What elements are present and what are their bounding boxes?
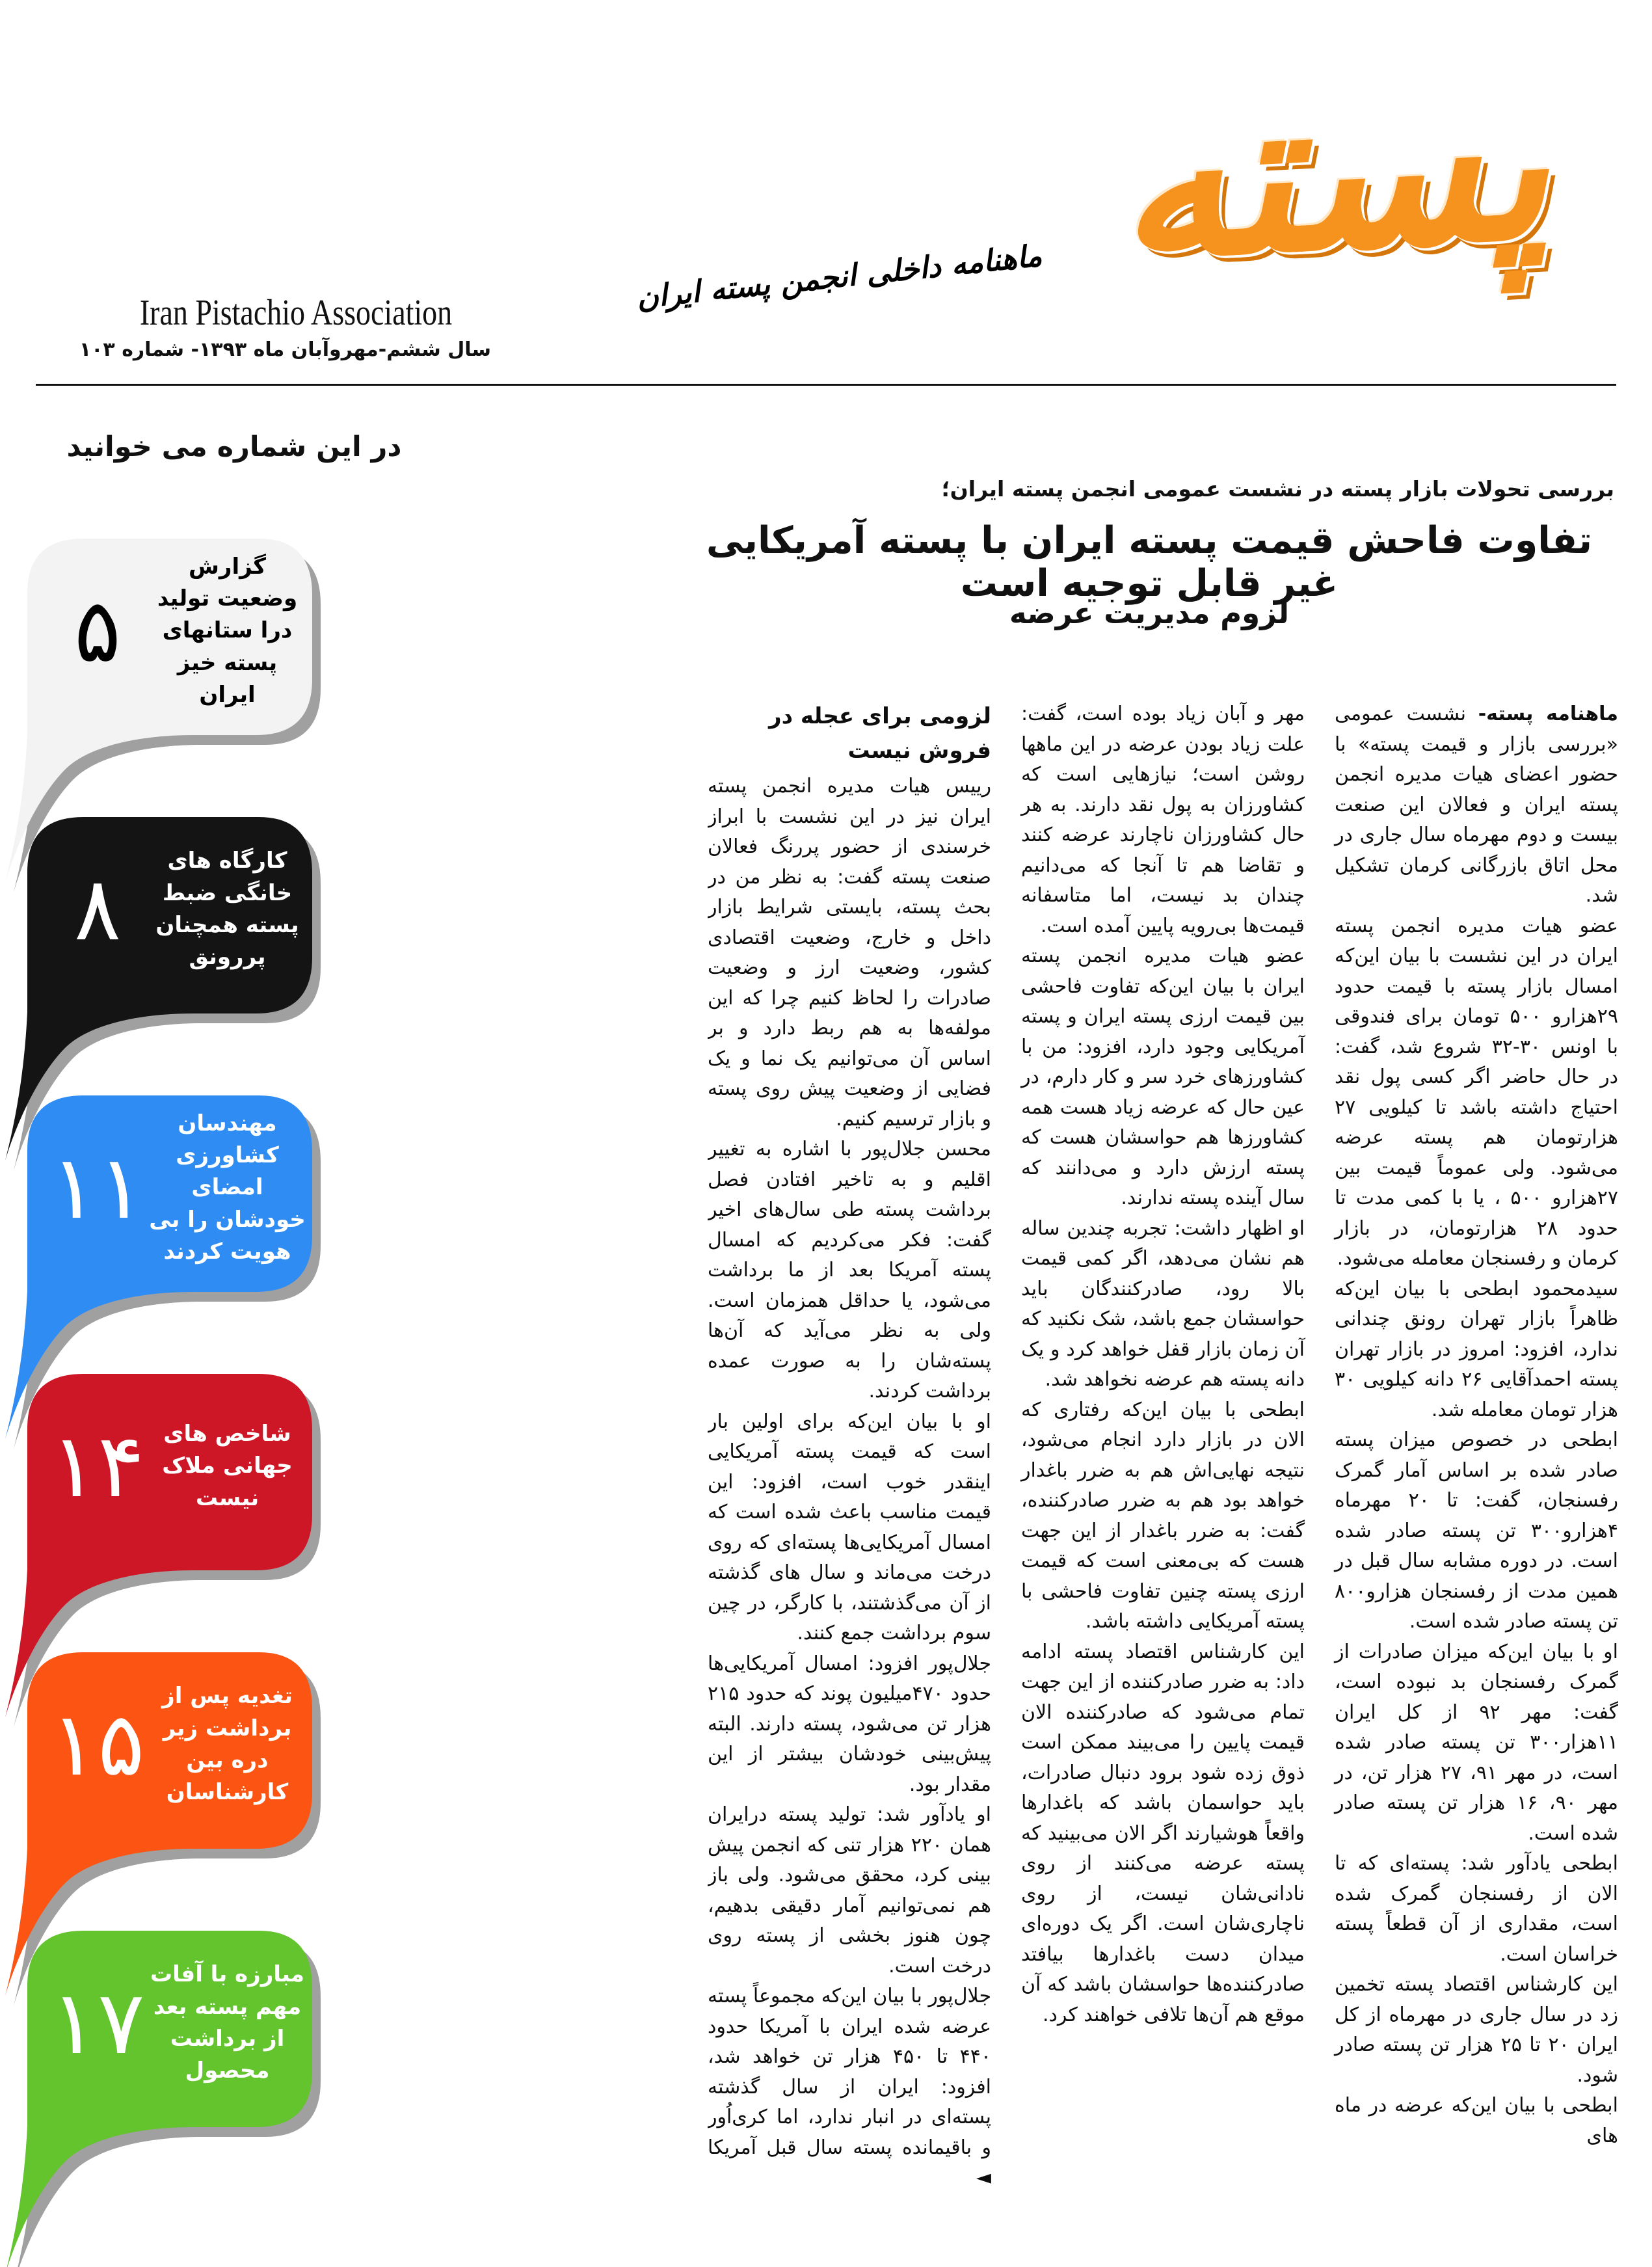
toc-page-number: ۸ (73, 858, 122, 960)
logo-caption: ماهنامه داخلی انجمن پسته ایران (634, 237, 1044, 315)
paragraph: عضو هیات مدیره انجمن پسته ایران با بیان این‌که تفاوت فاحشی بین قیمت ارزی پسته ایران و پسته آمریکایی وجود دارد، افزود: من با کشاورزهای خرد سر و کار دارم، در عین حال که عرضه زیاد هست همه کشاورزها هم حواسشان هست که پسته ارزش دارد و می‌دانند که سال آینده پسته ندارند. (1021, 945, 1305, 1209)
paragraph: سیدمحمود ابطحی با بیان این‌که ظاهراً بازار تهران رونق چندانی ندارد، افزود: امروز در بازار تهران پسته احمدآقایی ۲۶ دانه کیلویی ۳۰ هزار تومان معامله شد. (1335, 1277, 1618, 1421)
toc-item-label: گزارش وضعیت تولید درا ستانهای پسته خیز ایران (157, 553, 298, 708)
article-column-left (708, 699, 991, 2238)
paragraph: عضو هیات مدیره انجمن پسته ایران در این نشست با بیان این‌که امسال بازار پسته با قیمت حدود ۲۹هزارو ۵۰۰ تومان برای فندوقی با اونس ۳۰-۳۲ شروع شد، گفت: در حال حاضر اگر کسی پول نقد احتیاج داشته باشد تا کیلویی ۲۷ هزارتومان هم پسته عرضه می‌شود. ولی عموماً قیمت بین ۲۷هزارو ۵۰۰ ، یا با کمی مدت تا حدود ۲۸ هزارتومان، در بازار کرمان و رفسنجان معامله می‌شود. (1335, 914, 1618, 1270)
toc-list (0, 519, 338, 2190)
paragraph: این کارشناس اقتصاد پسته ادامه داد: به ضرر صادرکننده از این جهت تمام می‌شود که صادرکننده الان قیمت پایین را می‌بیند ممکن است ذوق زده شود برود دنبال صادرات، باید حواسمان باشد که باغدارها واقعاً هوشیارند اگر الان می‌بینید که پسته عرضه می‌کنند از روی نادانی‌شان نیست، از روی ناچاری‌شان است. اگر یک دوره‌ای میدان دست باغدارها بیافتد صادرکننده‌ها حواسشان باشد که آن موقع هم آن‌ها تلافی خواهند کرد. (1021, 1640, 1305, 2026)
paragraph: مهر و آبان زیاد بوده است، گفت: علت زیاد بودن عرضه در این ماهها روشن است؛ نیازهایی است که کشاورزان به پول نقد دارند. به هر حال کشاورزان ناچارند عرضه کنند و تقاضا هم تا آنجا که می‌دانیم چندان بد نیست، اما متاسفانه قیمت‌ها بی‌رویه پایین آمده است. (1021, 703, 1305, 937)
article-kicker: بررسی تحولات بازار پسته در نشست عمومی انجمن پسته ایران؛ (941, 476, 1614, 502)
toc-ribbon (0, 1633, 338, 1911)
article-subhead: لزوم مدیریت عرضه (1009, 596, 1289, 630)
article-columns (708, 699, 1618, 2238)
association-name-en: Iran Pistachio Association (139, 292, 453, 333)
paragraph: ابطحی یادآور شد: پسته‌ای که تا الان از رفسنجان گمرک شده است، مقداری از آن قطعاً پسته خراسان است. (1335, 1852, 1618, 1966)
lead-paragraph (1335, 699, 1618, 911)
toc-item-label: مهندسان کشاورزی امضای خودشان را بی هویت کردند (149, 1110, 306, 1265)
article-column-middle (1021, 699, 1305, 2238)
paragraph: جلال‌پور با بیان این‌که مجموعاً پسته عرضه شده ایران با آمریکا حدود ۴۴۰ تا ۴۵۰ هزار تن خواهد شد، افزود: ایران از سال گذشته پسته‌ای در انبار ندارد، اما کری‌اُور و باقیمانده پسته سال قبل آمریکا ◄ (708, 1985, 991, 2190)
paragraph: ابطحی با بیان این‌که عرضه در ماه های (1335, 2094, 1618, 2147)
toc-item-label: شاخص های جهانی ملاک نیست (162, 1421, 293, 1511)
toc-item-label: تغدیه پس از برداشت زیر دره بین کارشناسان (162, 1683, 293, 1806)
masthead-logo-area (924, 36, 1574, 403)
paragraph: جلال‌پور افزود: امسال آمریکایی‌ها حدود ۴۷۰میلیون پوند که حدود ۲۱۵ هزار تن می‌شود، پسته دارند. البته پیش‌بینی خودشان بیشتر از این مقدار بود. (708, 1652, 991, 1796)
toc-ribbon (0, 1911, 338, 2190)
toc-ribbon (0, 1076, 338, 1354)
section-subheadline: لزومی برای عجله در فروش نیست (769, 703, 991, 764)
paragraph: او با بیان این‌که برای اولین بار است که قیمت پسته آمریکایی اینقدر خوب است، افزود: این قیمت مناسب باعث شده است که امسال آمریکایی‌ها پسته‌ای که روی درخت می‌ماند و سال های گذشته از آن می‌گذشتند، با کارگر، در چین سوم برداشت جمع کنند. (708, 1410, 991, 1645)
toc-ribbon (0, 798, 338, 1076)
paragraph: او با بیان این‌که میزان صادرات از گمرک رفسنجان بد نبوده است، گفت: مهر ۹۲ از کل ایران ۱۱هزار۳۰۰ تن پسته صادر شده است، در مهر ۹۱، ۲۷ هزار تن، در مهر ۹۰، ۱۶ هزار تن پسته صادر شده است. (1335, 1640, 1618, 1845)
toc-page-number: ۱۷ (50, 1972, 145, 2074)
paragraph: رییس هیات مدیره انجمن پسته ایران نیز در این نشست با ابراز خرسندی از حضور پررنگ فعالان صنعت پسته گفت: به نظر من در بحث پسته، بایستی شرایط بازار داخل و خارج، وضعیت اقتصادی کشور، وضعیت ارز و وضعیت صادرات را لحاظ کنیم چرا که این مولفه‌ها به هم ربط دارد و بر اساس آن می‌توانیم یک نما و یک فضایی از وضعیت پیش روی پسته و بازار ترسیم کنیم. (708, 775, 991, 1131)
pistachio-logo: پسته (1110, 36, 1554, 309)
paragraph: محسن جلال‌پور با اشاره به تغییر اقلیم و به تاخیر افتادن فصل برداشت پسته طی سال‌های اخیر گفت: فکر می‌کردیم که امسال پسته آمریکا بعد از ما برداشت می‌شود، یا حداقل همزمان است. ولی به نظر می‌آید که آن‌ها پسته‌شان را به صورت عمده برداشت کردند. (708, 1138, 991, 1403)
toc-ribbon (0, 1354, 338, 1633)
toc-page-number: ۱۱ (50, 1136, 145, 1239)
toc-item-label: کارگاه های خانگی ضبط پسته همچنان پررونق (155, 848, 299, 971)
article-headline: تفاوت فاحش قیمت پسته ایران با پسته آمریکایی غیر قابل توجیه است (706, 519, 1593, 605)
toc-page-number: ۵ (73, 580, 122, 682)
paragraph: این کارشناس اقتصاد پسته تخمین زد در سال جاری در مهرماه از کل ایران ۲۰ تا ۲۵ هزار تن پسته صادر شود. (1335, 1973, 1618, 2087)
paragraph: ابطحی در خصوص میزان پسته صادر شده بر اساس آمار گمرک رفسنجان، گفت: تا ۲۰ مهرماه ۴هزارو۳۰۰ تن پسته صادر شده است. در دوره مشابه سال قبل در همین مدت از رفسنجان هزارو۸۰۰ تن پسته صادر شده است. (1335, 1429, 1618, 1633)
toc-page-number: ۱۴ (50, 1415, 145, 1517)
issue-line: سال ششم-مهروآبان ماه ۱۳۹۳- شماره ۱۰۳ (79, 338, 491, 361)
toc-page-number: ۱۵ (50, 1693, 145, 1795)
paragraph: او یادآور شد: تولید پسته درایران همان ۲۲۰ هزار تنی که انجمن پیش بینی کرد، محقق می‌شود. ولی باز هم نمی‌توانیم آمار دقیقی بدهیم، چون هنوز بخشی از پسته روی درخت است. (708, 1803, 992, 1978)
article-column-right (1335, 699, 1618, 2238)
masthead-divider (36, 384, 1616, 386)
paragraph: ابطحی با بیان این‌که رفتاری که الان در بازار دارد انجام می‌شود، نتیجه نهایی‌اش هم به ضرر باغدار خواهد بود هم به ضرر صادرکننده، گفت: به ضرر باغدار از این جهت هست که بی‌معنی است که قیمت ارزی پسته چنین تفاوت فاحشی با پسته آمریکایی داشته باشد. (1021, 1398, 1305, 1633)
toc-ribbon (0, 519, 338, 798)
paragraph: او اظهار داشت: تجربه چندین ساله هم نشان می‌دهد، اگر کمی قیمت بالا رود، صادرکنندگان باید حواسشان جمع باشد، شک نکنید که آن زمان بازار قفل خواهد کرد و یک دانه پسته هم عرضه نخواهد شد. (1021, 1216, 1305, 1391)
lead-paragraph-text: نشست عمومی «بررسی بازار و قیمت پسته» با حضور اعضای هیات مدیره انجمن پسته ایران و فعالان این صنعت بیست و دوم مهرماه سال جاری در محل اتاق بازرگانی کرمان تشکیل شد. (1335, 703, 1618, 907)
toc-heading: در این شماره می خوانید (66, 431, 402, 463)
lead-source-label: ماهنامه پسته- (1478, 703, 1618, 725)
toc-item-label: مبارزه با آفات مهم پسته بعد از برداشت محصول (150, 1961, 304, 2084)
